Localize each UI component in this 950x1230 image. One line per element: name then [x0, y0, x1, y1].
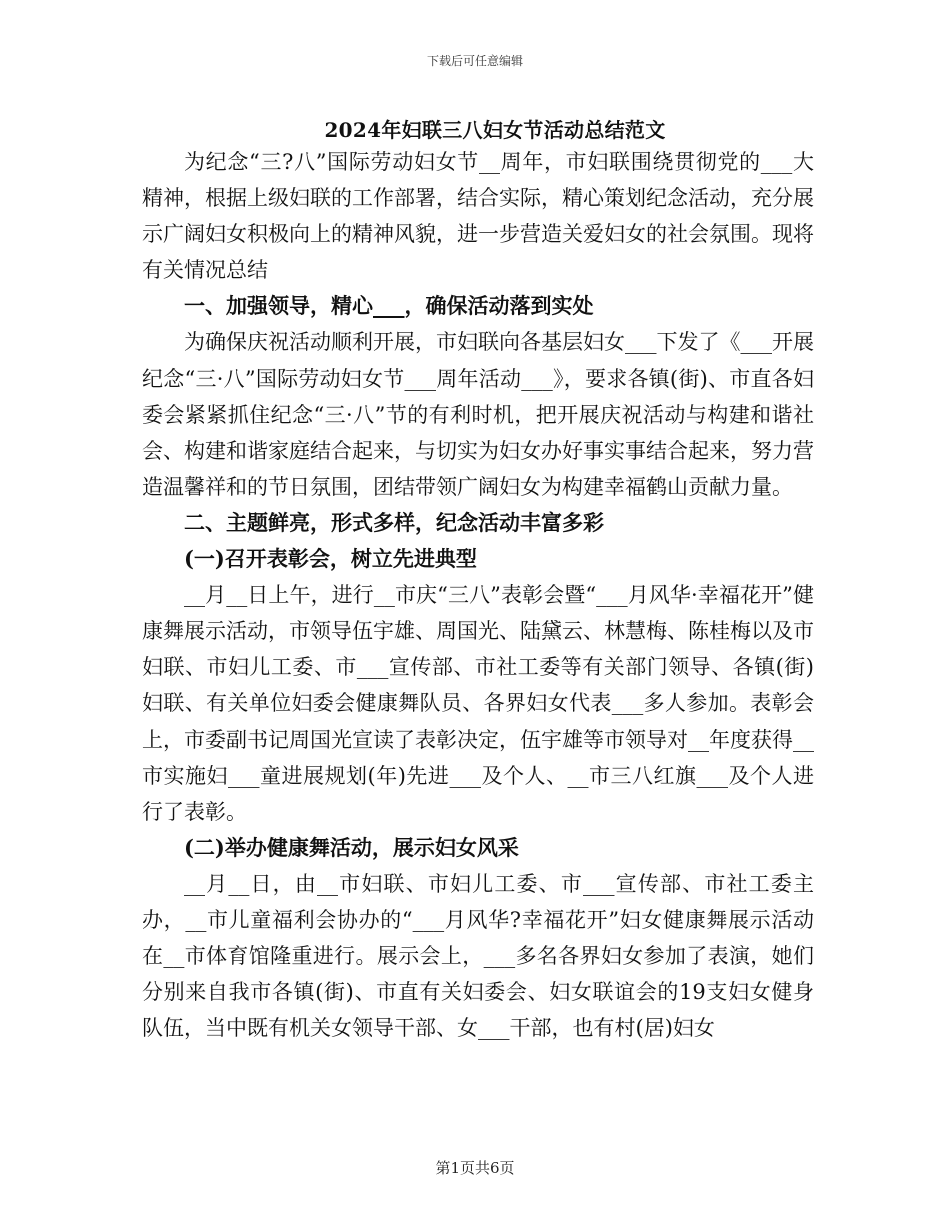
- paragraph-section-1: 为确保庆祝活动顺利开展，市妇联向各基层妇女___下发了《___开展纪念“三·八”国际劳动妇女节___周年活动___》，要求各镇(街)、市直各妇委会紧紧抓住纪念“三·八”节的有利时机，把开展庆祝活动与构建和谐社会、构建和谐家庭结合起来，与切实为妇女办好事实事结合起来，努力营造温馨祥和的节日氛围，团结带领广阔妇女为构建幸福鹤山贡献力量。: [142, 330, 814, 499]
- paragraph-subsection-1: __月__日上午，进行__市庆“三八”表彰会暨“___月风华·幸福花开”健康舞展示活动，市领导伍宇雄、周国光、陆黛云、林慧梅、陈桂梅以及市妇联、市妇儿工委、市___宣传部、市社工委等有关部门领导、各镇(街)妇联、有关单位妇委会健康舞队员、各界妇女代表___多人参加。表彰会上，市委副书记周国光宣读了表彰决定，伍宇雄等市领导对__年度获得__市实施妇___童进展规划(年)先进___及个人、__市三八红旗___及个人进行了表彰。: [142, 583, 814, 824]
- section-heading-2: 二、主题鲜亮，形式多样，纪念活动丰富多彩: [184, 509, 604, 535]
- subsection-heading-1: (一)召开表彰会，树立先进典型: [184, 546, 477, 572]
- paragraph-intro: 为纪念“三?八”国际劳动妇女节__周年，市妇联围绕贯彻党的___大精神，根据上级妇联的工作部署，结合实际，精心策划纪念活动，充分展示广阔妇女积极向上的精神风貌，进一步营造关爱妇女的社会氛围。现将有关情况总结: [142, 150, 814, 283]
- paragraph-subsection-2: __月__日，由__市妇联、市妇儿工委、市___宣传部、市社工委主办，__市儿童福利会协办的“___月风华?幸福花开”妇女健康舞展示活动在__市体育馆隆重进行。展示会上，___多名各界妇女参加了表演，她们分别来自我市各镇(街)、市直有关妇委会、妇女联谊会的19支妇女健身队伍，当中既有机关女领导干部、女___干部，也有村(居)妇女: [142, 871, 814, 1041]
- document-title: 2024年妇联三八妇女节活动总结范文: [324, 118, 666, 142]
- subsection-heading-2: (二)举办健康舞活动，展示妇女风采: [184, 834, 519, 860]
- page-indicator: 第1页共6页: [435, 1159, 515, 1177]
- header-note: 下载后可任意编辑: [426, 54, 523, 68]
- section-heading-1: 一、加强领导，精心___，确保活动落到实处: [184, 293, 594, 319]
- document-body: [142, 144, 814, 1046]
